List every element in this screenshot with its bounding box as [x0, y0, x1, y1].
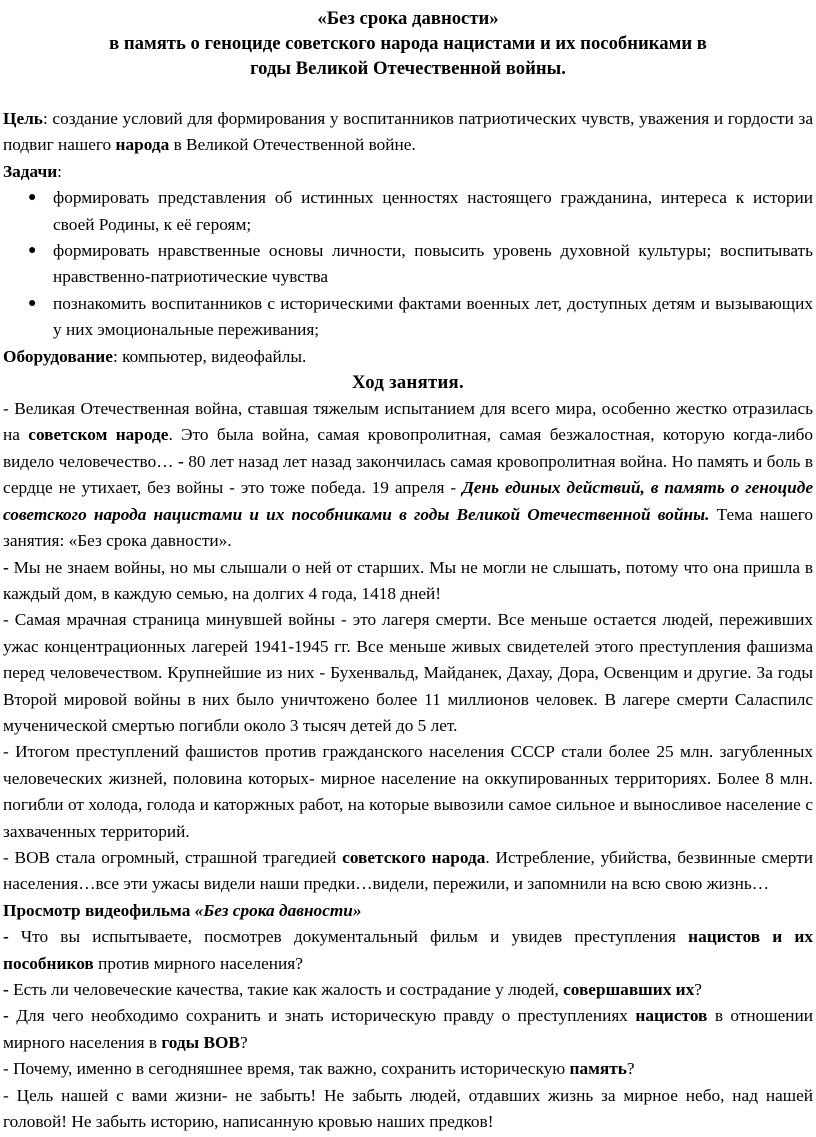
video-title: «Без срока давности»: [194, 900, 362, 920]
bold-run: советском народе: [28, 425, 169, 445]
equipment-label: Оборудование: [3, 346, 113, 366]
text-run: в отношении мирного населения в: [3, 1006, 813, 1052]
document-title: [0, 6, 816, 81]
goal-text-2: в Великой Отечественной войне.: [169, 135, 416, 155]
text-run: 80 лет назад лет назад закончилась самая кровопролитная война. Но память и боль в сердце не утихает, без войны - это тоже победа. 19 апреля -: [3, 451, 813, 498]
equipment-paragraph: [3, 344, 813, 370]
text-run: Что вы испытываете, посмотрев документальный фильм и увидев преступления: [20, 927, 689, 947]
closing-paragraph: - Цель нашей с вами жизни- не забыть! Не забыть людей, отдавших жизнь за мирное небо, над нашей головой! Не забыть историю, написанную кровью наших предков!: [3, 1085, 813, 1132]
bullet-icon: ●: [28, 243, 37, 259]
video-label: Просмотр видеофильма: [3, 900, 195, 920]
goal-bold-word: народа: [115, 135, 170, 155]
text-run: - ВОВ стала огромный, страшной трагедией: [3, 847, 343, 867]
text-run: против мирного населения?: [93, 953, 303, 973]
bold-dash: -: [3, 557, 14, 577]
text-run: . Это была война, самая кровопролитная, самая безжалостная, которую когда-либо видело человечество…: [3, 425, 813, 471]
title-line-2: в память о геноциде советского народа нацистами и их пособниками в: [109, 33, 707, 54]
paragraph-1: [3, 396, 813, 554]
question-1: [3, 924, 813, 977]
paragraph-2: [3, 555, 813, 608]
bold-dash: -: [177, 451, 189, 471]
text-run: Есть ли человеческие качества, такие как жалость и сострадание у людей,: [13, 980, 564, 999]
goal-text-1: : создание условий для формирования у воспитанников патриотических чувств, уважения и гордости за подвиг нашего: [3, 109, 813, 155]
question-3: [3, 1003, 813, 1056]
text-run: Мы не знаем войны, но мы слышали о ней от старших. Мы не могли не слышать, потому что она пришла в каждый дом, в каждую семью, на долгих 4 года, 1418 дней!: [3, 557, 814, 603]
text-run: . Истребление, убийства, безвинные смерти населения…все эти ужасы видели наши предки…видели, пережили, и запомнили на всю свою жизнь…: [3, 847, 814, 894]
tasks-heading: [3, 159, 813, 185]
list-item: [3, 185, 813, 238]
video-heading: [3, 898, 813, 924]
document-body: [3, 106, 813, 1135]
paragraph-3: - Самая мрачная страница минувшей войны - это лагеря смерти. Все меньше остается людей, переживших ужас концентрационных лагерей 1941-1945 гг. Все меньше живых свидетелей этого преступления фашизма перед человечеством. Крупнейшие из них - Бухенвальд, Майданек, Дахау, Дора, Освенцим и другие. За годы Второй мировой войны в них было уничтожено более 11 миллионов человек. В лагере смерти Саласпилс мученической смертью погибли около 3 тысяч детей до 5 лет.: [3, 610, 813, 735]
bold-run: нацистов и их пособников: [3, 927, 813, 973]
tasks-colon: :: [57, 161, 62, 181]
bold-italic-run: День единых действий, в память о геноциде советского народа нацистами и их пособниками в годы Великой Отечественной войны.: [3, 478, 813, 524]
title-line-1: «Без срока давности»: [317, 8, 499, 29]
bold-dash: -: [3, 927, 21, 947]
bold-dash: -: [3, 980, 14, 999]
task-text: формировать нравственные основы личности, повысить уровень духовной культуры; воспитывать нравственно-патриотические чувства: [53, 241, 813, 287]
text-run: ?: [694, 980, 702, 999]
text-run: Тема нашего занятия: «Без срока давности».: [3, 504, 813, 551]
title-line-3: годы Великой Отечественной войны.: [250, 58, 566, 79]
text-run: Для чего необходимо сохранить и знать историческую правду о преступлениях: [16, 1006, 636, 1026]
text-run: ?: [626, 1059, 635, 1079]
question-2: [3, 977, 813, 1003]
bullet-icon: ●: [28, 295, 37, 311]
bold-dash: -: [3, 1006, 17, 1026]
tasks-list: [3, 185, 813, 343]
text-run: - Великая Отечественная война, ставшая тяжелым испытанием для всего мира, особенно жестко отразилась на: [3, 399, 813, 445]
paragraph-5: [3, 845, 813, 898]
bold-run: советского народа: [342, 847, 486, 867]
list-item: [3, 238, 813, 291]
bold-run: совершавших их: [563, 980, 695, 999]
goal-paragraph: [3, 106, 813, 159]
paragraph-4: - Итогом преступлений фашистов против гражданского населения СССР стали более 25 млн. загубленных человеческих жизней, половина которых- мирное население на оккупированных территориях. Более 8 млн. погибли от холода, голода и каторжных работ, на которые вывозили самое сильное и выносливое население с захваченных территорий.: [3, 742, 813, 841]
lesson-heading: Ход занятия.: [352, 372, 464, 394]
list-item: [3, 291, 813, 344]
question-4: [3, 1056, 813, 1082]
goal-label: Цель: [3, 109, 43, 128]
bold-run: память: [569, 1059, 627, 1079]
equipment-text: : компьютер, видеофайлы.: [112, 346, 307, 366]
text-run: ?: [239, 1032, 248, 1052]
tasks-label: Задачи: [3, 161, 58, 181]
bold-run: нацистов: [635, 1006, 708, 1026]
bullet-icon: ●: [28, 190, 37, 206]
task-text: познакомить воспитанников с историческими фактами военных лет, доступных детям и вызывающих у них эмоциональные переживания;: [53, 293, 813, 340]
bold-run: годы ВОВ: [161, 1032, 240, 1052]
text-run: - Почему, именно в сегодняшнее время, так важно, сохранить историческую: [3, 1059, 570, 1079]
task-text: формировать представления об истинных ценностях настоящего гражданина, интереса к истории своей Родины, к её героям;: [53, 188, 813, 234]
